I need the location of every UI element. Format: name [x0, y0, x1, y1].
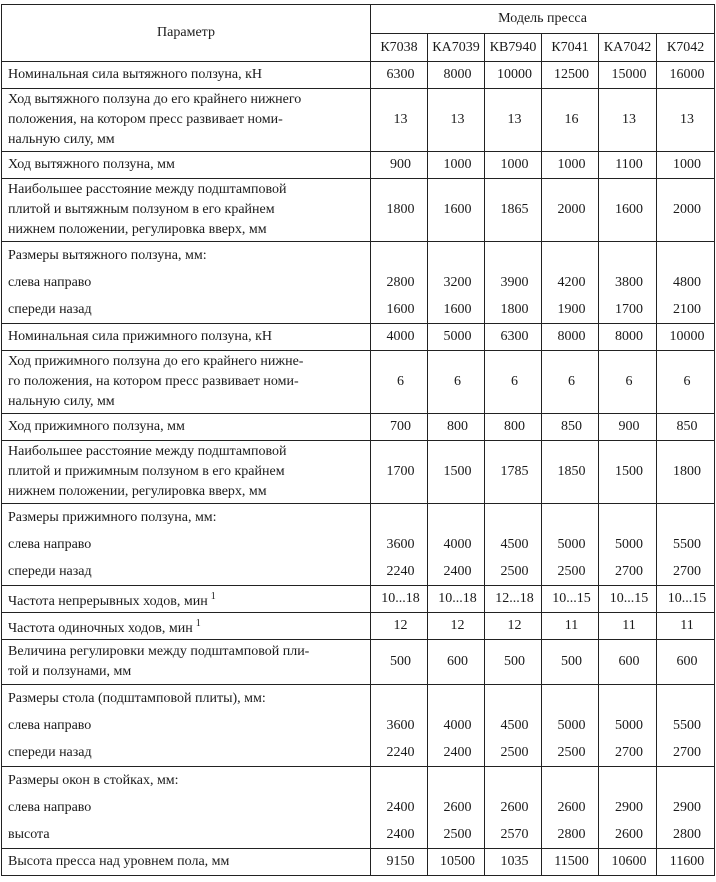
- value-cell: 1850: [542, 441, 599, 504]
- value-cell: 2900: [657, 794, 715, 821]
- param-label: Размеры прижимного ползуна, мм:: [2, 504, 371, 532]
- value-cell: 1000: [657, 152, 715, 179]
- model-header: КА7039: [428, 34, 485, 62]
- value-cell: 11: [599, 613, 657, 640]
- table-row: [2, 62, 715, 89]
- value-cell: 500: [485, 640, 542, 685]
- value-cell: 1100: [599, 152, 657, 179]
- value-cell: 10...15: [599, 586, 657, 613]
- value-cell: 2400: [428, 558, 485, 586]
- value-cell: 5000: [428, 324, 485, 351]
- value-cell: 2500: [485, 739, 542, 767]
- param-label: Размеры окон в стойках, мм:: [2, 767, 371, 795]
- value-cell: 16: [542, 89, 599, 152]
- value-cell: 2000: [657, 179, 715, 242]
- value-cell: 16000: [657, 62, 715, 89]
- value-cell: 6300: [485, 324, 542, 351]
- model-header: КВ7940: [485, 34, 542, 62]
- model-group-header: Модель пресса: [371, 5, 715, 34]
- param-label: Номинальная сила прижимного ползуна, кН: [2, 324, 371, 351]
- table-row: [2, 794, 715, 821]
- value-cell: 2800: [371, 269, 428, 296]
- param-sub-label: спереди назад: [2, 296, 371, 324]
- value-cell: 800: [485, 414, 542, 441]
- value-cell: 2600: [485, 794, 542, 821]
- table-row: [2, 821, 715, 849]
- value-cell: 4500: [485, 712, 542, 739]
- param-sub-label: слева направо: [2, 794, 371, 821]
- value-cell: 8000: [542, 324, 599, 351]
- table-row: [2, 324, 715, 351]
- value-cell: 4000: [428, 531, 485, 558]
- param-label-line: нальную силу, мм: [8, 132, 115, 147]
- table-row: [2, 613, 715, 640]
- value-cell: 3600: [371, 531, 428, 558]
- value-cell: 13: [599, 89, 657, 152]
- value-cell: 6: [485, 351, 542, 414]
- param-sub-label: спереди назад: [2, 739, 371, 767]
- value-cell: 10...18: [371, 586, 428, 613]
- value-cell: 15000: [599, 62, 657, 89]
- value-cell: 2900: [599, 794, 657, 821]
- value-cell: 6: [657, 351, 715, 414]
- value-cell: 13: [485, 89, 542, 152]
- value-cell: 5000: [599, 531, 657, 558]
- value-cell: 600: [599, 640, 657, 685]
- value-cell: 10600: [599, 849, 657, 876]
- value-cell: 3800: [599, 269, 657, 296]
- value-cell: 2500: [485, 558, 542, 586]
- value-cell: 11: [657, 613, 715, 640]
- table-row: [2, 849, 715, 876]
- table-row: [2, 441, 715, 504]
- table-row: [2, 586, 715, 613]
- param-label: [2, 640, 371, 685]
- param-label-line: го положения, на котором пресс развивает номи-: [8, 374, 299, 389]
- table-row: [2, 739, 715, 767]
- model-header: К7042: [657, 34, 715, 62]
- value-cell: 5000: [542, 712, 599, 739]
- table-row: [2, 269, 715, 296]
- value-cell: 2500: [428, 821, 485, 849]
- table-row: [2, 414, 715, 441]
- value-cell: 2500: [542, 739, 599, 767]
- param-label: [2, 179, 371, 242]
- value-cell: 10...15: [542, 586, 599, 613]
- value-cell: 5500: [657, 531, 715, 558]
- value-cell: 900: [371, 152, 428, 179]
- value-cell: 2400: [371, 794, 428, 821]
- param-label: [2, 441, 371, 504]
- value-cell: 2100: [657, 296, 715, 324]
- table-row: [2, 531, 715, 558]
- footnote-marker: 1: [195, 617, 201, 629]
- table-row: [2, 89, 715, 152]
- value-cell: 1785: [485, 441, 542, 504]
- model-header: К7038: [371, 34, 428, 62]
- value-cell: 2400: [428, 739, 485, 767]
- value-cell: 500: [542, 640, 599, 685]
- value-cell: 12...18: [485, 586, 542, 613]
- value-cell: 2240: [371, 739, 428, 767]
- value-cell: 1600: [599, 179, 657, 242]
- value-cell: 850: [657, 414, 715, 441]
- table-row: [2, 179, 715, 242]
- param-sub-label: слева направо: [2, 531, 371, 558]
- param-label-line: нижнем положении, регулировка вверх, мм: [8, 484, 267, 499]
- value-cell: 10000: [657, 324, 715, 351]
- value-cell: 1500: [428, 441, 485, 504]
- param-label-line: нальную силу, мм: [8, 394, 115, 409]
- param-label-line: нижнем положении, регулировка вверх, мм: [8, 222, 267, 237]
- value-cell: 2700: [657, 739, 715, 767]
- value-cell: 11500: [542, 849, 599, 876]
- value-cell: 600: [428, 640, 485, 685]
- table-row: [2, 351, 715, 414]
- table-group-header-row: [2, 242, 715, 270]
- param-label: Ход вытяжного ползуна, мм: [2, 152, 371, 179]
- value-cell: 2600: [599, 821, 657, 849]
- table-row: [2, 712, 715, 739]
- model-header: К7041: [542, 34, 599, 62]
- value-cell: 4000: [371, 324, 428, 351]
- value-cell: 2240: [371, 558, 428, 586]
- value-cell: 4200: [542, 269, 599, 296]
- value-cell: 500: [371, 640, 428, 685]
- param-label-line: плитой и прижимным ползуном в его крайнем: [8, 464, 285, 479]
- value-cell: 12500: [542, 62, 599, 89]
- value-cell: 10000: [485, 62, 542, 89]
- value-cell: 3200: [428, 269, 485, 296]
- value-cell: 800: [428, 414, 485, 441]
- value-cell: 850: [542, 414, 599, 441]
- param-label-line: той и ползунами, мм: [8, 664, 132, 679]
- param-label-line: положения, на котором пресс развивает номи-: [8, 112, 283, 127]
- value-cell: 3600: [371, 712, 428, 739]
- value-cell: 2400: [371, 821, 428, 849]
- param-label: [2, 89, 371, 152]
- value-cell: 12: [371, 613, 428, 640]
- value-cell: 9150: [371, 849, 428, 876]
- value-cell: 2000: [542, 179, 599, 242]
- value-cell: 1700: [371, 441, 428, 504]
- param-label-text: Частота непрерывных ходов, мин: [8, 593, 208, 609]
- table-row: [2, 558, 715, 586]
- value-cell: 13: [371, 89, 428, 152]
- param-label: Размеры вытяжного ползуна, мм:: [2, 242, 371, 270]
- param-sub-label: слева направо: [2, 712, 371, 739]
- value-cell: 10...15: [657, 586, 715, 613]
- param-label-line: Ход вытяжного ползуна до его крайнего нижнего: [8, 92, 302, 107]
- param-label: Ход прижимного ползуна, мм: [2, 414, 371, 441]
- value-cell: 2700: [657, 558, 715, 586]
- param-label: [2, 613, 371, 640]
- param-label-line: Ход прижимного ползуна до его крайнего нижне-: [8, 354, 304, 369]
- table-row: [2, 152, 715, 179]
- param-label: [2, 586, 371, 613]
- value-cell: 1900: [542, 296, 599, 324]
- value-cell: 1600: [428, 296, 485, 324]
- value-cell: 10...18: [428, 586, 485, 613]
- value-cell: 1000: [428, 152, 485, 179]
- param-sub-label: слева направо: [2, 269, 371, 296]
- value-cell: 2500: [542, 558, 599, 586]
- param-label-line: Наибольшее расстояние между подштамповой: [8, 444, 287, 459]
- press-spec-table-wrap: [1, 4, 714, 876]
- value-cell: 2600: [428, 794, 485, 821]
- value-cell: 6: [428, 351, 485, 414]
- value-cell: 10500: [428, 849, 485, 876]
- table-row: [2, 640, 715, 685]
- value-cell: 1500: [599, 441, 657, 504]
- value-cell: 4500: [485, 531, 542, 558]
- param-label: Номинальная сила вытяжного ползуна, кН: [2, 62, 371, 89]
- press-spec-table: [1, 4, 715, 876]
- value-cell: 6: [542, 351, 599, 414]
- value-cell: 1800: [657, 441, 715, 504]
- value-cell: 1800: [371, 179, 428, 242]
- param-label-line: плитой и вытяжным ползуном в его крайнем: [8, 202, 275, 217]
- value-cell: 12: [428, 613, 485, 640]
- param-column-header: Параметр: [2, 5, 371, 62]
- value-cell: 8000: [599, 324, 657, 351]
- value-cell: 2800: [542, 821, 599, 849]
- value-cell: 1000: [542, 152, 599, 179]
- value-cell: 1800: [485, 296, 542, 324]
- table-row: [2, 296, 715, 324]
- value-cell: 5000: [599, 712, 657, 739]
- param-sub-label: спереди назад: [2, 558, 371, 586]
- value-cell: 600: [657, 640, 715, 685]
- value-cell: 2700: [599, 739, 657, 767]
- value-cell: 5500: [657, 712, 715, 739]
- value-cell: 2700: [599, 558, 657, 586]
- param-label-line: Наибольшее расстояние между подштамповой: [8, 182, 287, 197]
- value-cell: 8000: [428, 62, 485, 89]
- value-cell: 13: [657, 89, 715, 152]
- param-label: Размеры стола (подштамповой плиты), мм:: [2, 685, 371, 713]
- value-cell: 3900: [485, 269, 542, 296]
- value-cell: 1600: [428, 179, 485, 242]
- param-label-line: Величина регулировки между подштамповой пли-: [8, 644, 310, 659]
- value-cell: 2800: [657, 821, 715, 849]
- value-cell: 2600: [542, 794, 599, 821]
- value-cell: 1000: [485, 152, 542, 179]
- value-cell: 4800: [657, 269, 715, 296]
- value-cell: 4000: [428, 712, 485, 739]
- value-cell: 700: [371, 414, 428, 441]
- value-cell: 1700: [599, 296, 657, 324]
- model-header: КА7042: [599, 34, 657, 62]
- value-cell: 5000: [542, 531, 599, 558]
- value-cell: 6: [599, 351, 657, 414]
- value-cell: 13: [428, 89, 485, 152]
- param-label-text: Частота одиночных ходов, мин: [8, 620, 193, 636]
- value-cell: 6: [371, 351, 428, 414]
- table-group-header-row: [2, 685, 715, 713]
- footnote-marker: 1: [210, 590, 216, 602]
- value-cell: 900: [599, 414, 657, 441]
- param-label: [2, 351, 371, 414]
- value-cell: 11600: [657, 849, 715, 876]
- value-cell: 2570: [485, 821, 542, 849]
- param-sub-label: высота: [2, 821, 371, 849]
- value-cell: 1865: [485, 179, 542, 242]
- value-cell: 1035: [485, 849, 542, 876]
- value-cell: 11: [542, 613, 599, 640]
- param-label: Высота пресса над уровнем пола, мм: [2, 849, 371, 876]
- value-cell: 12: [485, 613, 542, 640]
- value-cell: 1600: [371, 296, 428, 324]
- table-group-header-row: [2, 767, 715, 795]
- value-cell: 6300: [371, 62, 428, 89]
- table-group-header-row: [2, 504, 715, 532]
